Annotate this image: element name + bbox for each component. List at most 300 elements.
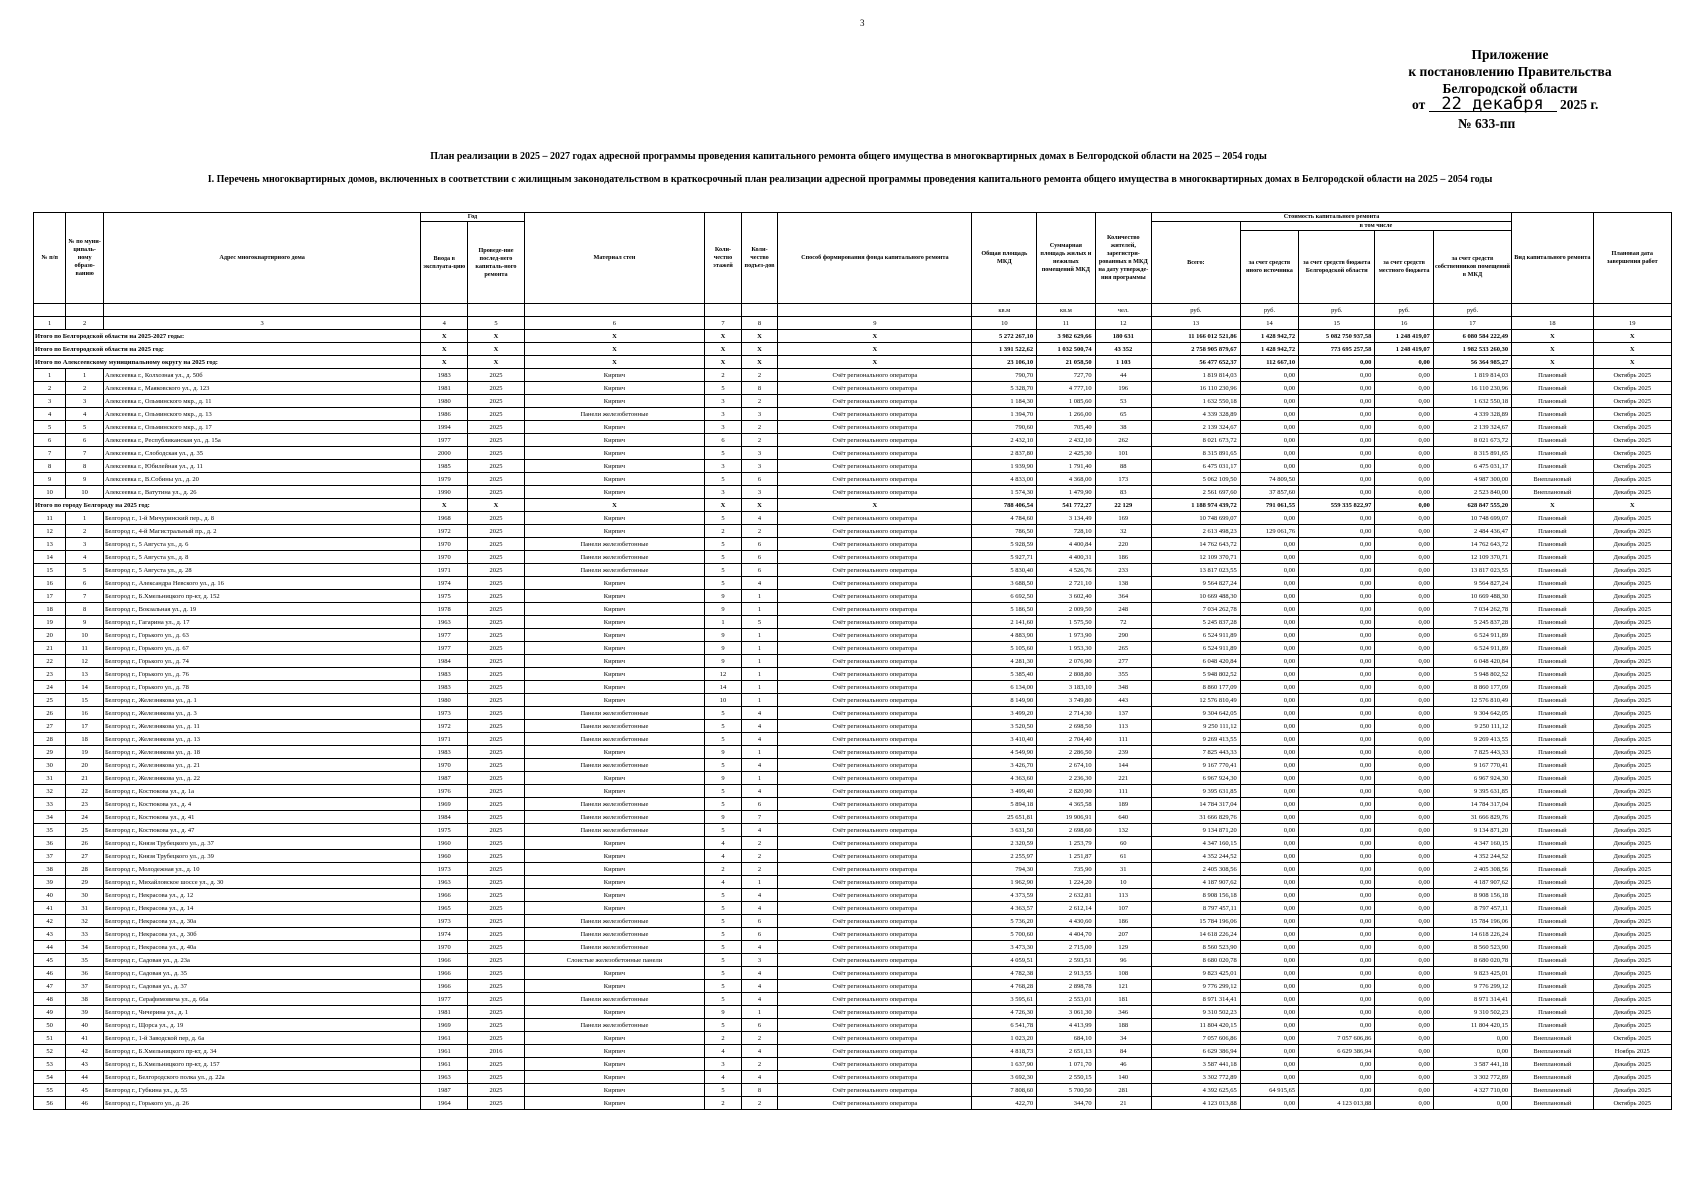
table-cell: 5 [705,759,742,772]
table-cell: Декабрь 2025 [1593,707,1671,720]
table-cell: 1961 [421,1058,468,1071]
table-cell: 5 [705,941,742,954]
table-row [34,772,1672,785]
table-cell: 108 [1095,967,1151,980]
x-cell: Х [1512,330,1593,343]
table-cell: 5 [705,512,742,525]
table-cell: Счёт регионального оператора [778,460,972,473]
table-cell: 0,00 [1299,1071,1375,1084]
table-cell: 1 248 419,07 [1375,330,1433,343]
table-cell: 0,00 [1240,759,1298,772]
table-cell: 8 971 314,41 [1151,993,1240,1006]
col-total: Всего: [1151,222,1240,304]
table-cell: 4 [741,733,778,746]
column-number: 17 [1433,317,1511,330]
table-cell: 5 [705,902,742,915]
table-cell: 0,00 [1375,1045,1433,1058]
table-cell: 1 982 533 260,30 [1433,343,1511,356]
table-cell: 8 [741,382,778,395]
table-cell: 0,00 [1240,655,1298,668]
table-cell: 46 [1095,1058,1151,1071]
table-cell: 138 [1095,577,1151,590]
table-cell: 6 692,50 [972,590,1037,603]
table-cell: Плановый [1512,564,1593,577]
table-cell: 1 224,20 [1037,876,1095,889]
table-cell: Белгород г., Серафимовича ул., д. 66а [103,993,420,1006]
table-cell: 207 [1095,928,1151,941]
table-cell: 1 253,79 [1037,837,1095,850]
table-cell: Кирпич [524,603,705,616]
table-cell: 65 [1095,408,1151,421]
table-cell: 3 [705,395,742,408]
table-cell: 0,00 [1240,941,1298,954]
table-cell [1593,304,1671,317]
table-cell: 0,00 [1299,785,1375,798]
table-cell: Плановый [1512,408,1593,421]
table-cell: 9 395 631,85 [1433,785,1511,798]
table-cell: Декабрь 2025 [1593,980,1671,993]
table-cell: 8 149,90 [972,694,1037,707]
table-cell: 5 736,20 [972,915,1037,928]
table-cell: 3 520,50 [972,720,1037,733]
total-label: Итого по Белгородской области на 2025 год: [34,343,421,356]
table-cell: 42 [66,1045,104,1058]
col-fund: Способ формирования фонда капитального ремонта [778,213,972,304]
table-cell: 5 [705,785,742,798]
table-cell: 5 [705,577,742,590]
table-cell: 1974 [421,577,468,590]
table-cell: 0,00 [1299,798,1375,811]
table-cell: Белгород г., Вокзальная ул., д. 19 [103,603,420,616]
table-cell: 2 721,10 [1037,577,1095,590]
table-cell: Панели железобетонные [524,1019,705,1032]
table-cell: 2025 [468,1084,524,1097]
table-cell: 5 186,50 [972,603,1037,616]
table-cell: 7 057 606,86 [1299,1032,1375,1045]
table-cell: 1963 [421,876,468,889]
table-cell: Белгород г., Горького ул., д. 76 [103,668,420,681]
table-cell: 2 [741,863,778,876]
table-cell: 4 [741,707,778,720]
table-cell: 6 967 924,30 [1151,772,1240,785]
table-cell: 6 541,78 [972,1019,1037,1032]
table-cell: Кирпич [524,616,705,629]
table-row [34,525,1672,538]
table-cell: Белгород г., Садовая ул., д. 23а [103,954,420,967]
table-cell: 0,00 [1240,1045,1298,1058]
table-cell: 0,00 [1375,759,1433,772]
table-cell: 2 [741,850,778,863]
col-c-owners: за счет средств собственников помещений в МКД [1433,231,1511,304]
x-cell: Х [778,343,972,356]
houses-table [33,212,1672,1110]
col-c-local: за счет средств местного бюджета [1375,231,1433,304]
table-cell: Плановый [1512,798,1593,811]
table-cell: 5 [705,967,742,980]
table-cell: 5 062 109,50 [1151,473,1240,486]
table-cell: 0,00 [1375,1071,1433,1084]
table-cell: Белгород г., Садовая ул., д. 37 [103,980,420,993]
table-cell: 1977 [421,993,468,1006]
table-cell: 0,00 [1433,1045,1511,1058]
unit-cell: руб. [1240,304,1298,317]
table-cell: 0,00 [1299,434,1375,447]
table-cell: 1 [741,590,778,603]
table-row [34,447,1672,460]
table-cell: 1979 [421,473,468,486]
table-cell: 43 352 [1095,343,1151,356]
table-cell: Плановый [1512,707,1593,720]
table-cell: 4 352 244,52 [1433,850,1511,863]
table-cell: 9 269 413,55 [1433,733,1511,746]
column-number: 7 [705,317,742,330]
table-cell: 6 048 420,84 [1433,655,1511,668]
total-row [34,356,1672,369]
table-cell: 0,00 [1240,876,1298,889]
x-cell: Х [1512,343,1593,356]
table-cell: 2 432,10 [972,434,1037,447]
table-cell: 0,00 [1375,785,1433,798]
table-cell: 0,00 [1375,616,1433,629]
table-cell: 1 103 [1095,356,1151,369]
table-cell: 0,00 [1375,642,1433,655]
table-row [34,941,1672,954]
table-cell: 0,00 [1375,525,1433,538]
table-cell: Декабрь 2025 [1593,564,1671,577]
table-cell: 0,00 [1299,551,1375,564]
table-cell: 0,00 [1375,408,1433,421]
table-cell: 10 [66,486,104,499]
table-cell: 5 [705,1019,742,1032]
table-cell: 0,00 [1299,980,1375,993]
table-cell: 23 [34,668,66,681]
table-cell: 32 [66,915,104,928]
table-cell: 4 [741,1071,778,1084]
table-cell: 144 [1095,759,1151,772]
table-cell: 2 [741,525,778,538]
table-cell: 3 631,50 [972,824,1037,837]
table-cell: 791 061,55 [1240,499,1298,512]
table-cell: 3 602,40 [1037,590,1095,603]
table-cell: 6 [741,1019,778,1032]
table-cell: 44 [34,941,66,954]
table-cell: 6 [705,434,742,447]
table-cell: 7 034 262,78 [1433,603,1511,616]
table-cell: 26 [66,837,104,850]
table-cell: Счёт регионального оператора [778,759,972,772]
table-cell: 11 804 420,15 [1433,1019,1511,1032]
table-cell: 4 347 160,15 [1433,837,1511,850]
table-cell: 0,00 [1375,746,1433,759]
table-cell: 0,00 [1299,1058,1375,1071]
table-cell: Декабрь 2025 [1593,759,1671,772]
table-cell: 1 479,90 [1037,486,1095,499]
table-cell: 16 110 230,96 [1433,382,1511,395]
table-cell: 2 [741,1058,778,1071]
table-cell: 2016 [468,1045,524,1058]
table-cell: Декабрь 2025 [1593,603,1671,616]
table-cell: 4 [741,512,778,525]
table-cell: 4 430,60 [1037,915,1095,928]
table-cell: Декабрь 2025 [1593,798,1671,811]
table-cell: 0,00 [1375,434,1433,447]
table-cell: Плановый [1512,447,1593,460]
table-cell: 1972 [421,720,468,733]
table-cell: Плановый [1512,603,1593,616]
table-cell: 0,00 [1240,668,1298,681]
table-cell: Плановый [1512,850,1593,863]
x-cell: Х [421,330,468,343]
table-cell: 9 134 871,20 [1433,824,1511,837]
table-cell: 0,00 [1375,629,1433,642]
table-cell: 6 524 911,89 [1433,642,1511,655]
table-cell: 31 [66,902,104,915]
table-cell: 0,00 [1375,538,1433,551]
table-cell: 46 [66,1097,104,1110]
table-cell: 2 139 324,67 [1433,421,1511,434]
table-cell: Алексеевка г., Юбилейная ул., д. 11 [103,460,420,473]
table-cell: 6 [741,538,778,551]
table-cell: 3 [741,954,778,967]
table-cell: Декабрь 2025 [1593,577,1671,590]
table-cell: 1983 [421,668,468,681]
table-cell: 5 272 267,10 [972,330,1037,343]
table-cell: 2 [741,1032,778,1045]
table-cell: Плановый [1512,759,1593,772]
table-cell: 0,00 [1299,473,1375,486]
table-cell: 40 [66,1019,104,1032]
table-cell: 2 758 905 879,67 [1151,343,1240,356]
table-cell: Плановый [1512,668,1593,681]
table-cell: 9 134 871,20 [1151,824,1240,837]
table-cell: 2 139 324,67 [1151,421,1240,434]
table-cell: 22 [34,655,66,668]
table-cell: 14 [66,681,104,694]
x-cell: Х [705,499,742,512]
table-cell: 0,00 [1299,525,1375,538]
table-row [34,681,1672,694]
table-cell: Счёт регионального оператора [778,668,972,681]
table-cell: 2 [741,434,778,447]
table-cell: 0,00 [1375,928,1433,941]
table-cell: Кирпич [524,889,705,902]
table-cell: Плановый [1512,1019,1593,1032]
table-cell: 0,00 [1240,1032,1298,1045]
table-cell: Алексеевка г., Ольминского мкр., д. 17 [103,421,420,434]
table-cell: 1994 [421,421,468,434]
table-cell: 5 894,18 [972,798,1037,811]
table-cell: 19 [34,616,66,629]
table-cell: 2025 [468,369,524,382]
table-cell: 2025 [468,694,524,707]
table-cell: Плановый [1512,434,1593,447]
table-cell: Внеплановый [1512,1084,1593,1097]
table-cell: 788 406,54 [972,499,1037,512]
table-cell: 2025 [468,590,524,603]
table-cell: 186 [1095,915,1151,928]
table-cell: 5 [741,616,778,629]
table-cell: 262 [1095,434,1151,447]
table-cell: 1974 [421,928,468,941]
table-cell: 0,00 [1375,733,1433,746]
table-cell: 2 076,90 [1037,655,1095,668]
table-cell: Счёт регионального оператора [778,694,972,707]
table-cell: 0,00 [1299,655,1375,668]
table-cell: Плановый [1512,590,1593,603]
table-row [34,967,1672,980]
table-cell [103,304,420,317]
table-cell: 2025 [468,551,524,564]
table-cell: 0,00 [1375,1006,1433,1019]
table-cell: 8 797 457,11 [1151,902,1240,915]
table-cell: 5 [705,824,742,837]
table-cell: 2 714,30 [1037,707,1095,720]
table-cell: 7 808,60 [972,1084,1037,1097]
table-cell: 72 [1095,616,1151,629]
table-cell: 4 392 625,65 [1151,1084,1240,1097]
table-cell: Декабрь 2025 [1593,655,1671,668]
table-cell: 3 982 629,66 [1037,330,1095,343]
table-cell: 2025 [468,1097,524,1110]
table-cell: Белгород г., Садовая ул., д. 35 [103,967,420,980]
table-cell: 7 034 262,78 [1151,603,1240,616]
column-numbers-row [34,317,1672,330]
table-cell: 4 [705,850,742,863]
table-cell: 5 [705,707,742,720]
table-cell: Счёт регионального оператора [778,733,972,746]
table-row [34,551,1672,564]
table-cell: Декабрь 2025 [1593,1019,1671,1032]
table-cell: 0,00 [1299,577,1375,590]
table-cell: 16 110 230,96 [1151,382,1240,395]
table-cell: 0,00 [1375,395,1433,408]
table-cell: 41 [34,902,66,915]
table-cell: 6 524 911,89 [1151,642,1240,655]
table-cell: Кирпич [524,655,705,668]
table-cell: 0,00 [1240,824,1298,837]
table-cell: 43 [34,928,66,941]
table-cell: 9 [34,473,66,486]
table-cell: 18 [66,733,104,746]
table-cell: 4 726,30 [972,1006,1037,1019]
table-cell: 1971 [421,564,468,577]
table-cell: 1971 [421,733,468,746]
table-cell: Декабрь 2025 [1593,668,1671,681]
table-cell: Счёт регионального оператора [778,798,972,811]
table-cell: 4 [705,1045,742,1058]
table-cell: 0,00 [1240,733,1298,746]
table-cell: 8 315 891,65 [1433,447,1511,460]
table-cell: Плановый [1512,1006,1593,1019]
table-cell: 0,00 [1375,382,1433,395]
table-cell: 7 [34,447,66,460]
table-cell: Плановый [1512,642,1593,655]
table-cell: Октябрь 2025 [1593,421,1671,434]
table-cell: Плановый [1512,733,1593,746]
table-row [34,889,1672,902]
col-plan-date: Плановая дата завершения работ [1593,213,1671,304]
table-cell: 2025 [468,1071,524,1084]
table-cell: 1966 [421,967,468,980]
table-cell: 794,30 [972,863,1037,876]
table-cell: 790,60 [972,421,1037,434]
table-cell: 10 [66,629,104,642]
table-cell: 0,00 [1240,915,1298,928]
table-cell: 1 032 500,74 [1037,343,1095,356]
table-cell: 28 [34,733,66,746]
table-cell: Белгород г., Князя Трубецкого ул., д. 37 [103,837,420,850]
table-cell: 6 629 386,94 [1299,1045,1375,1058]
table-cell: 5 105,60 [972,642,1037,655]
table-cell: 0,00 [1375,577,1433,590]
table-cell: 2025 [468,1058,524,1071]
table-cell: 0,00 [1375,850,1433,863]
table-cell: 0,00 [1299,668,1375,681]
table-cell: 0,00 [1240,980,1298,993]
table-cell: Счёт регионального оператора [778,681,972,694]
table-cell: 0,00 [1375,512,1433,525]
table-cell: 34 [1095,1032,1151,1045]
table-cell: 14 762 643,72 [1151,538,1240,551]
table-cell: 1960 [421,850,468,863]
table-cell: 6 [741,915,778,928]
table-cell: 4 187 907,62 [1151,876,1240,889]
table-row [34,642,1672,655]
table-cell: Кирпич [524,876,705,889]
table-cell: 9 310 502,23 [1433,1006,1511,1019]
table-cell: 2 [741,369,778,382]
table-cell: Плановый [1512,577,1593,590]
table-cell: 5 [705,538,742,551]
table-cell: 0,00 [1240,369,1298,382]
table-cell: 24 [34,681,66,694]
table-cell: 1987 [421,1084,468,1097]
table-cell: 4 784,60 [972,512,1037,525]
table-cell: 2 898,78 [1037,980,1095,993]
table-cell: Счёт регионального оператора [778,824,972,837]
table-cell: 0,00 [1375,720,1433,733]
table-cell: Декабрь 2025 [1593,785,1671,798]
table-cell: 4 187 907,62 [1433,876,1511,889]
table-cell: 3 [705,460,742,473]
table-cell: 107 [1095,902,1151,915]
table-cell: 727,70 [1037,369,1095,382]
table-cell: Декабрь 2025 [1593,863,1671,876]
table-cell: 2025 [468,863,524,876]
table-cell: 0,00 [1375,356,1433,369]
table-cell: 1 023,20 [972,1032,1037,1045]
table-cell: 2 320,59 [972,837,1037,850]
table-cell: 4 339 328,89 [1151,408,1240,421]
table-cell: 2025 [468,785,524,798]
table-cell: 4 365,58 [1037,798,1095,811]
table-cell: 0,00 [1299,928,1375,941]
table-cell: 3 [741,460,778,473]
table-cell: Плановый [1512,694,1593,707]
table-cell: 14 762 643,72 [1433,538,1511,551]
table-row [34,668,1672,681]
table-cell: 0,00 [1375,1032,1433,1045]
section-title: I. Перечень многоквартирных домов, включенных в соответствии с жилищным законодательством в краткосрочный план реализации адресной программы проведения капитального ремонта общего имущества в многоквартирных домах в Белгородской области на 2025 – 2054 годы [207,174,1493,185]
table-cell: 0,00 [1240,694,1298,707]
table-cell: 44 [1095,369,1151,382]
table-cell: Алексеевка г., Ватутина ул., д. 26 [103,486,420,499]
table-row [34,1006,1672,1019]
table-cell: Кирпич [524,525,705,538]
x-cell: Х [421,356,468,369]
table-cell: Счёт регионального оператора [778,876,972,889]
table-cell: 7 [66,447,104,460]
